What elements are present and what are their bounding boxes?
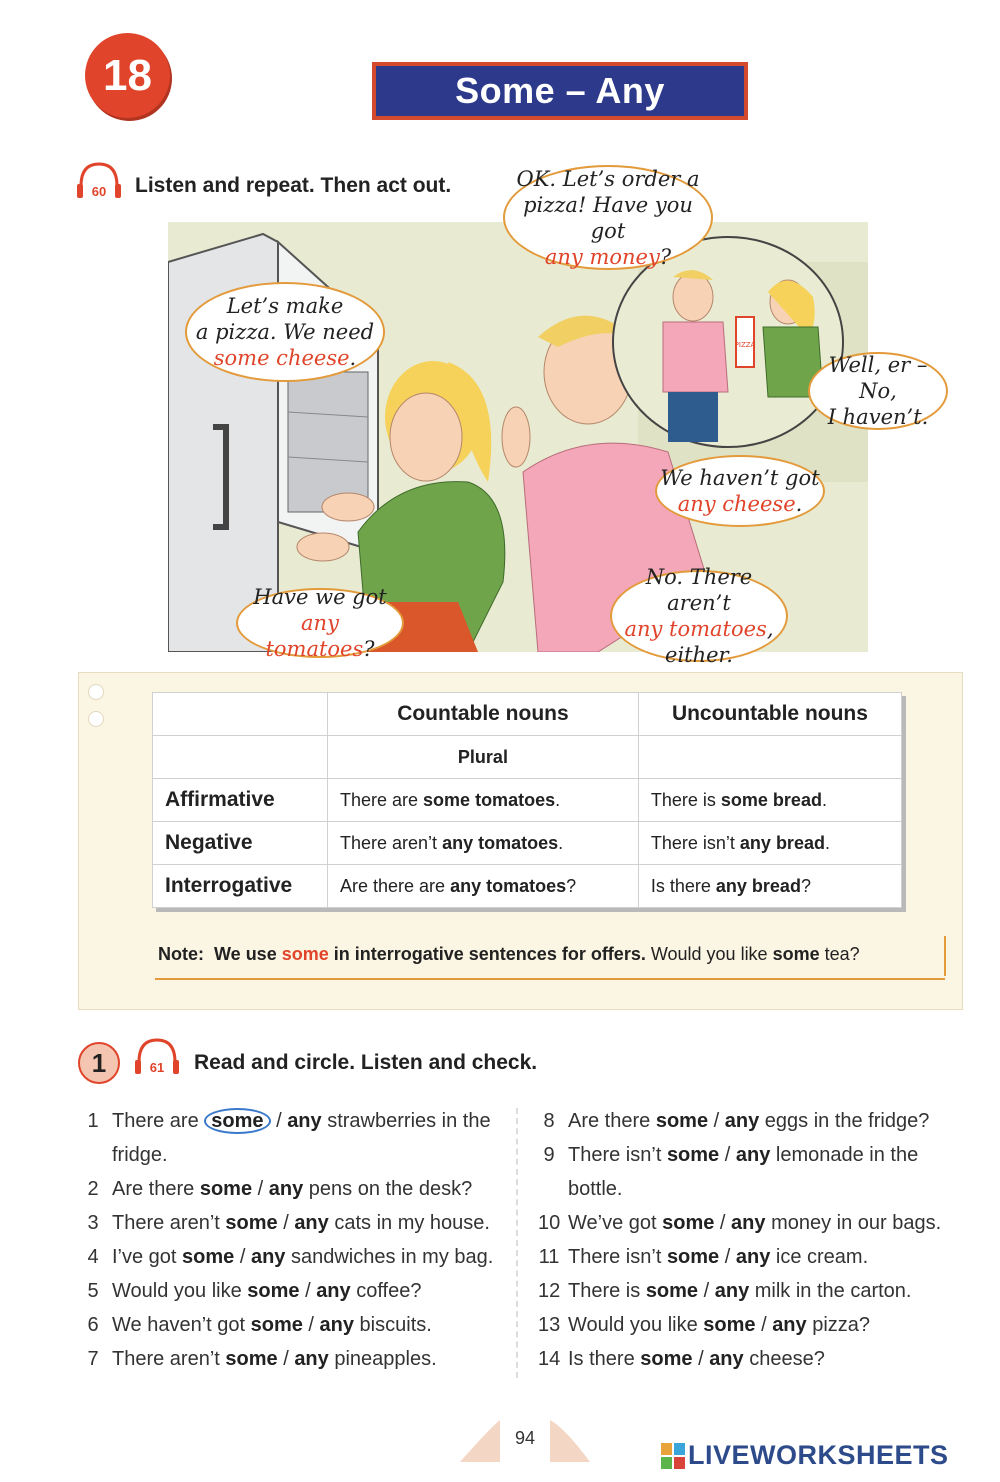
item-text-pre: There are (112, 1110, 205, 1132)
binder-hole-icon (88, 711, 104, 727)
table-cell: There isn’t any bread. (638, 822, 901, 865)
option-some[interactable]: some (182, 1246, 235, 1268)
exercise-number-badge: 1 (78, 1042, 120, 1084)
note-side-bar (944, 936, 946, 976)
option-some[interactable]: some (204, 1108, 270, 1134)
option-any[interactable]: any (772, 1314, 807, 1336)
exercise-item (82, 1104, 512, 1172)
item-text-pre: I’ve got (112, 1246, 183, 1268)
item-number: 1 (87, 1110, 99, 1132)
item-text-post: biscuits. (354, 1314, 432, 1336)
item-text-continued: bottle. (568, 1178, 623, 1200)
option-any[interactable]: any (731, 1212, 766, 1234)
exercise-item (538, 1342, 968, 1376)
table-header-countable: Countable nouns (328, 693, 639, 736)
item-text-pre: There aren’t (112, 1348, 226, 1370)
option-any[interactable]: any (735, 1144, 771, 1166)
exercise-item (538, 1274, 968, 1308)
headphones-icon (133, 1036, 181, 1076)
track-number: 61 (149, 1060, 165, 1075)
item-text-continued: fridge. (112, 1144, 168, 1166)
item-number: 4 (87, 1246, 99, 1268)
item-text-post: pens on the desk? (303, 1178, 473, 1200)
item-text-post: milk in the carton. (749, 1280, 912, 1302)
option-some[interactable]: some (662, 1212, 715, 1234)
exercise-item (82, 1172, 512, 1206)
option-some[interactable]: some (640, 1348, 693, 1370)
speech-bubble-order-pizza: OK. Let’s order a pizza! Have you got any money? (503, 165, 713, 270)
option-any[interactable]: any (268, 1178, 304, 1200)
table-header-row (153, 693, 902, 736)
option-any[interactable]: any (709, 1348, 744, 1370)
option-any[interactable]: any (316, 1280, 351, 1302)
option-slash: / (299, 1280, 317, 1302)
option-any[interactable]: any (294, 1212, 329, 1234)
exercise-item (538, 1206, 968, 1240)
item-text-pre: Is there (568, 1348, 641, 1370)
option-any[interactable]: any (714, 1280, 750, 1302)
option-some[interactable]: some (645, 1280, 699, 1302)
option-some[interactable]: some (250, 1314, 303, 1336)
note-underline (155, 978, 945, 980)
brand-watermark: LIVEWORKSHEETS (688, 1440, 949, 1470)
item-text-pre: We’ve got (568, 1212, 663, 1234)
option-any[interactable]: any (294, 1348, 329, 1370)
row-label-interrogative: Interrogative (153, 865, 328, 908)
table-header-empty (153, 693, 328, 736)
item-number: 6 (87, 1314, 99, 1336)
exercise-left-column (82, 1104, 512, 1376)
item-number: 5 (87, 1280, 99, 1302)
item-text-post: pizza? (806, 1314, 871, 1336)
exercise-instruction: Read and circle. Listen and check. (194, 1051, 538, 1074)
option-some[interactable]: some (199, 1178, 253, 1200)
table-cell: There aren’t any tomatoes. (328, 822, 639, 865)
option-some[interactable]: some (655, 1110, 709, 1132)
item-text-pre: There isn’t (568, 1144, 667, 1166)
table-cell: Are there are any tomatoes? (328, 865, 639, 908)
headphones-icon (75, 160, 123, 200)
item-text-pre: There aren’t (112, 1212, 226, 1234)
table-header-uncountable: Uncountable nouns (638, 693, 901, 736)
table-cell: Is there any bread? (638, 865, 901, 908)
page-title: Some – Any (372, 62, 748, 120)
activity-instruction: Listen and repeat. Then act out. (135, 174, 452, 197)
item-text-pre: Would you like (112, 1280, 248, 1302)
item-number: 10 (538, 1212, 561, 1234)
grammar-table (152, 692, 902, 908)
option-some[interactable]: some (703, 1314, 756, 1336)
item-number: 12 (538, 1280, 561, 1302)
exercise-item (538, 1308, 968, 1342)
option-some[interactable]: some (666, 1144, 720, 1166)
speech-bubble-no-tomatoes: No. There aren’t any tomatoes, either. (610, 570, 788, 662)
item-number: 3 (87, 1212, 99, 1234)
binder-hole-icon (88, 684, 104, 700)
option-slash: / (719, 1246, 736, 1268)
option-some[interactable]: some (666, 1246, 720, 1268)
exercise-item (82, 1274, 512, 1308)
item-text-pre: There is (568, 1280, 646, 1302)
column-divider (516, 1108, 518, 1378)
item-text-post: pineapples. (328, 1348, 437, 1370)
item-text-post: eggs in the fridge? (759, 1110, 930, 1132)
speech-bubble-no-cheese: We haven’t got any cheese. (655, 455, 825, 527)
table-subheader-plural: Plural (328, 736, 639, 779)
option-any[interactable]: any (250, 1246, 286, 1268)
option-slash: / (714, 1212, 732, 1234)
item-text-pre: There isn’t (568, 1246, 667, 1268)
row-label-affirmative: Affirmative (153, 779, 328, 822)
table-row (153, 779, 902, 822)
option-any[interactable]: any (287, 1110, 322, 1132)
speech-bubble-make-pizza: Let’s make a pizza. We need some cheese. (185, 282, 385, 382)
option-any[interactable]: any (724, 1110, 760, 1132)
option-some[interactable]: some (225, 1212, 278, 1234)
table-row (153, 865, 902, 908)
exercise-item (82, 1342, 512, 1376)
option-slash: / (698, 1280, 715, 1302)
table-subheader-row (153, 736, 902, 779)
option-any[interactable]: any (319, 1314, 354, 1336)
item-number: 11 (538, 1246, 560, 1268)
table-cell: There is some bread. (638, 779, 901, 822)
option-slash: / (719, 1144, 736, 1166)
row-label-negative: Negative (153, 822, 328, 865)
item-number: 14 (538, 1348, 561, 1370)
item-number: 7 (87, 1348, 99, 1370)
exercise-item (82, 1240, 512, 1274)
table-cell: There are some tomatoes. (328, 779, 639, 822)
item-text-post: sandwiches in my bag. (285, 1246, 494, 1268)
item-text-pre: Would you like (568, 1314, 704, 1336)
table-cell-empty (638, 736, 901, 779)
exercise-item (82, 1308, 512, 1342)
unit-number-badge: 18 (85, 33, 170, 118)
exercise-item (538, 1240, 968, 1274)
table-row (153, 822, 902, 865)
table-cell-empty (153, 736, 328, 779)
speech-bubble-tomatoes-question: Have we got any tomatoes? (236, 588, 404, 658)
exercise-item (538, 1138, 968, 1206)
grammar-note: Note: We use some in interrogative sentences for offers. Would you like some tea? (158, 944, 860, 964)
option-slash: / (270, 1110, 288, 1132)
item-text-pre: Are there (112, 1178, 200, 1200)
option-slash: / (252, 1178, 269, 1200)
option-slash: / (277, 1212, 295, 1234)
item-text-post: lemonade in the (770, 1144, 919, 1166)
item-number: 9 (543, 1144, 555, 1166)
item-text-post: money in our bags. (765, 1212, 942, 1234)
option-slash: / (277, 1348, 295, 1370)
item-number: 8 (543, 1110, 555, 1132)
option-slash: / (708, 1110, 725, 1132)
option-slash: / (755, 1314, 773, 1336)
speech-bubble-no-money: Well, er – No, I haven’t. (808, 352, 948, 430)
item-text-post: cats in my house. (328, 1212, 490, 1234)
item-text-pre: Are there (568, 1110, 656, 1132)
option-any[interactable]: any (735, 1246, 771, 1268)
exercise-right-column (538, 1104, 968, 1376)
option-some[interactable]: some (247, 1280, 300, 1302)
track-number: 60 (91, 184, 107, 199)
option-slash: / (692, 1348, 710, 1370)
exercise-item (538, 1104, 968, 1138)
pizza-sign-text: PIZZA (734, 341, 756, 349)
option-some[interactable]: some (225, 1348, 278, 1370)
exercise-item (82, 1206, 512, 1240)
option-slash: / (302, 1314, 320, 1336)
liveworksheets-logo-icon (660, 1442, 686, 1470)
item-number: 13 (538, 1314, 561, 1336)
item-text-pre: We haven’t got (112, 1314, 251, 1336)
item-number: 2 (87, 1178, 99, 1200)
item-text-post: coffee? (350, 1280, 422, 1302)
item-text-post: strawberries in the (321, 1110, 491, 1132)
page-number: 94 (514, 1428, 536, 1448)
item-text-post: cheese? (743, 1348, 825, 1370)
option-slash: / (234, 1246, 251, 1268)
item-text-post: ice cream. (770, 1246, 869, 1268)
